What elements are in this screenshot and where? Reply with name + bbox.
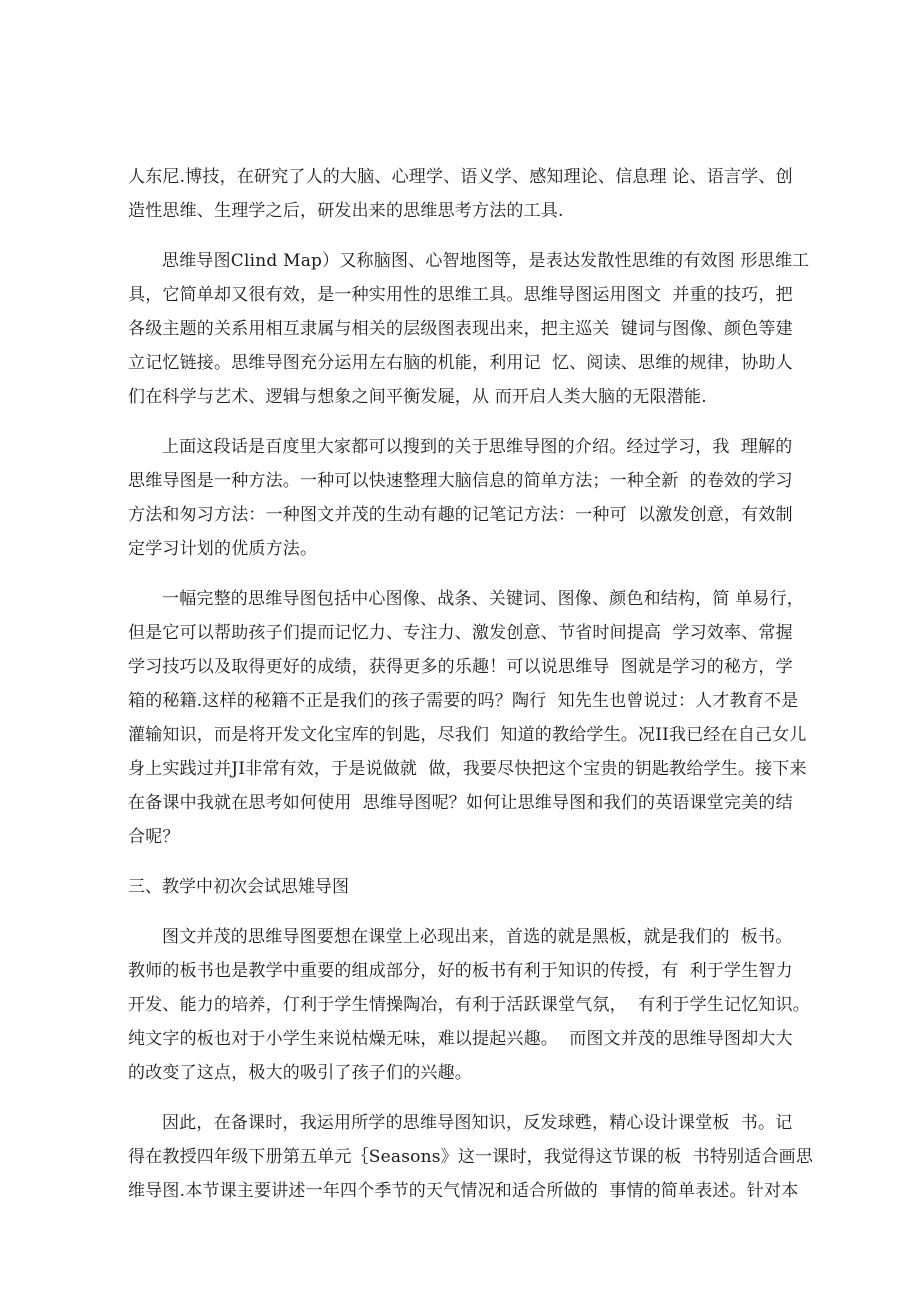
text-line: 各级主题的关系用相互隶属与相关的层级图表现出来，把主巡关 键词与图像、颜色等建 <box>128 319 793 339</box>
text-line: 箱的秘籍.这样的秘籍不正是我们的孩子需要的吗？陶行 知先生也曾说过：人才教育不是 <box>128 691 799 711</box>
section-heading: 三、教学中初次会试思雉导图 <box>128 877 349 897</box>
text-line: 方法和匆习方法：一种图文并茂的生动有趣的记笔记方法：一种可 以激发创意，有效制 <box>128 505 793 525</box>
text-line: 因此，在备课时，我运用所学的思维导图知识，反发球甦，精心设计课堂板 书。记 <box>162 1113 793 1133</box>
text-line: 纯文字的板也对于小学生来说枯燥无味，难以提起兴趣。 而图文并茂的思维导图却大大 <box>128 1029 793 1049</box>
paragraph-4 <box>128 582 807 854</box>
text-line: 灌输知识，而是将开发文化宝库的钊匙，尽我们 知道的教给学生。况II我已经在自己女儿 <box>128 725 807 745</box>
text-line: 图文并茂的思维导图要想在课堂上必现出来，首选的就是黑板，就是我们的 板书。 <box>162 927 793 947</box>
text-line: 的改变了这点，极大的吸引了孩子们的兴趣。 <box>128 1063 472 1083</box>
text-line: 教师的板书也是教学中重要的组成部分，好的板书有利于知识的传授，有 利于学生智力 <box>128 961 793 981</box>
text-line: 维导图.本节课主要讲述一年四个季节的天气情况和适合所做的 事情的简单表述。针对本 <box>128 1181 799 1201</box>
text-line: 上面这段话是百度里大家都可以搜到的关于思维导图的介绍。经过学习，我 理解的 <box>162 437 793 457</box>
text-line: 得在教授四年级下册第五单元｛Seasons》这一课时，我觉得这节课的板 书特别适合画思 <box>128 1147 814 1167</box>
document-page <box>128 160 814 1208</box>
text-line: 立记忆链接。思维导图充分运用左右脑的机能，利用记 忆、阅读、思维的规律，协助人 <box>128 353 793 373</box>
paragraph-1 <box>128 160 792 228</box>
text-line: 开发、能力的培养，仃利于学生情操陶冶，有利于活跃课堂气氛， 有利于学生记忆知识。 <box>128 995 811 1015</box>
text-line: 思维导图Clind Map）又称脑图、心智地图等，是表达发散性思维的有效图 形思维工 <box>162 251 810 271</box>
text-line: 人东尼.博技，在研究了人的大脑、心理学、语义学、感知理论、信息理 论、语言学、创 <box>128 167 793 187</box>
paragraph-6 <box>128 1106 814 1208</box>
text-line: 思维导图是一种方法。一种可以快速整理大脑信息的简单方法；一种全新 的卷效的学习 <box>128 471 793 491</box>
text-line: 但是它可以帮助孩子们提而记忆力、专注力、激发创意、节省时间提高 学习效率、常握 <box>128 623 793 643</box>
text-line: 一幅完整的思维导图包括中心图像、战条、关键词、图像、颜色和结构，简 单易行， <box>162 589 805 609</box>
text-line: 具，它简单却又很有效，是一种实用性的思维工具。思维导图运用图文 并重的技巧，把 <box>128 285 793 305</box>
paragraph-5 <box>128 920 811 1090</box>
text-line: 造性思维、生理学之后，研发出来的思维思考方法的工具. <box>128 201 564 221</box>
text-line: 学习技巧以及取得更好的成绩，获得更多的乐趣！可以说思维导 图就是学习的秘方，学 <box>128 657 793 677</box>
text-line: 身上实践过并JI非常有效，于是说做就 做，我要尽快把这个宝贵的钥匙教给学生。接下来 <box>128 759 807 779</box>
paragraph-3 <box>128 430 792 566</box>
text-line: 们在科学与艺术、逻辑与想象之间平衡发屣，从 而开启人类大脑的无限潜能. <box>128 387 707 407</box>
text-line: 合呢？ <box>128 827 180 847</box>
paragraph-2 <box>128 244 810 414</box>
text-line: 定学习计划的优质方法。 <box>128 539 318 559</box>
text-line: 在备课中我就在思考如何使用 思维导图呢？如何让思维导图和我们的英语课堂完美的结 <box>128 793 793 813</box>
